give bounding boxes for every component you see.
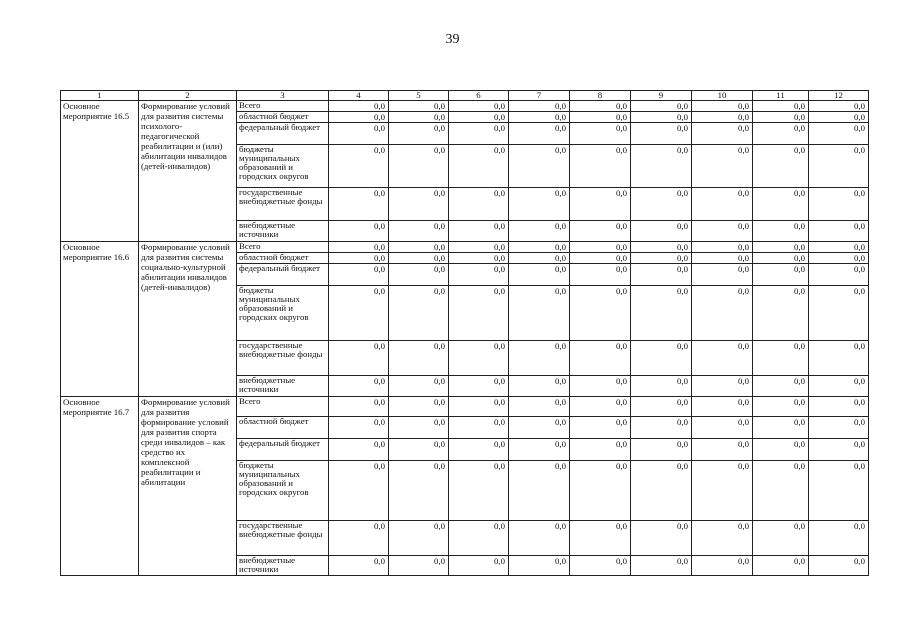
funding-value: 0,0	[809, 286, 869, 341]
funding-value: 0,0	[329, 253, 389, 264]
funding-source: бюджеты муниципальных образований и городских округов	[237, 145, 329, 188]
funding-value: 0,0	[631, 123, 692, 145]
funding-value: 0,0	[753, 397, 809, 417]
measure-description: Формирование условий для развития системы социально-культурной абилитации инвалидов (детей-инвалидов)	[139, 242, 237, 397]
funding-source: областной бюджет	[237, 417, 329, 439]
funding-value: 0,0	[692, 341, 753, 376]
funding-value: 0,0	[570, 286, 631, 341]
funding-source: внебюджетные источники	[237, 221, 329, 242]
funding-value: 0,0	[509, 417, 570, 439]
funding-value: 0,0	[753, 461, 809, 521]
funding-value: 0,0	[570, 341, 631, 376]
funding-value: 0,0	[509, 439, 570, 461]
funding-source: Всего	[237, 101, 329, 112]
funding-value: 0,0	[329, 461, 389, 521]
funding-value: 0,0	[809, 461, 869, 521]
funding-value: 0,0	[692, 145, 753, 188]
funding-source: федеральный бюджет	[237, 123, 329, 145]
funding-value: 0,0	[570, 461, 631, 521]
funding-value: 0,0	[753, 242, 809, 253]
funding-value: 0,0	[692, 264, 753, 286]
funding-value: 0,0	[570, 253, 631, 264]
funding-value: 0,0	[570, 556, 631, 576]
funding-value: 0,0	[753, 221, 809, 242]
funding-value: 0,0	[389, 112, 449, 123]
funding-value: 0,0	[449, 221, 509, 242]
funding-value: 0,0	[570, 264, 631, 286]
funding-source: областной бюджет	[237, 253, 329, 264]
funding-source: Всего	[237, 242, 329, 253]
funding-value: 0,0	[389, 556, 449, 576]
funding-value: 0,0	[570, 188, 631, 221]
funding-value: 0,0	[692, 112, 753, 123]
funding-value: 0,0	[631, 112, 692, 123]
funding-value: 0,0	[692, 397, 753, 417]
column-number-header: 10	[692, 91, 753, 101]
column-number-header: 11	[753, 91, 809, 101]
funding-value: 0,0	[509, 286, 570, 341]
funding-value: 0,0	[692, 439, 753, 461]
funding-source: внебюджетные источники	[237, 556, 329, 576]
funding-value: 0,0	[809, 112, 869, 123]
funding-value: 0,0	[449, 461, 509, 521]
funding-value: 0,0	[329, 264, 389, 286]
funding-value: 0,0	[809, 556, 869, 576]
column-number-header: 9	[631, 91, 692, 101]
funding-value: 0,0	[692, 123, 753, 145]
funding-value: 0,0	[692, 417, 753, 439]
funding-value: 0,0	[570, 376, 631, 397]
funding-value: 0,0	[449, 145, 509, 188]
funding-value: 0,0	[753, 253, 809, 264]
funding-value: 0,0	[631, 341, 692, 376]
funding-value: 0,0	[509, 112, 570, 123]
funding-value: 0,0	[449, 101, 509, 112]
funding-value: 0,0	[509, 461, 570, 521]
column-number-header: 12	[809, 91, 869, 101]
funding-value: 0,0	[631, 101, 692, 112]
funding-value: 0,0	[449, 341, 509, 376]
funding-value: 0,0	[631, 242, 692, 253]
funding-value: 0,0	[631, 461, 692, 521]
funding-source: федеральный бюджет	[237, 264, 329, 286]
funding-value: 0,0	[809, 123, 869, 145]
funding-value: 0,0	[449, 264, 509, 286]
funding-value: 0,0	[753, 341, 809, 376]
funding-value: 0,0	[570, 123, 631, 145]
funding-value: 0,0	[631, 376, 692, 397]
funding-value: 0,0	[329, 439, 389, 461]
funding-value: 0,0	[809, 188, 869, 221]
funding-value: 0,0	[389, 188, 449, 221]
funding-value: 0,0	[329, 417, 389, 439]
funding-value: 0,0	[692, 101, 753, 112]
funding-value: 0,0	[753, 145, 809, 188]
funding-value: 0,0	[570, 221, 631, 242]
funding-value: 0,0	[509, 145, 570, 188]
funding-value: 0,0	[509, 253, 570, 264]
page-number: 39	[445, 32, 460, 47]
funding-source: государственные внебюджетные фонды	[237, 188, 329, 221]
funding-value: 0,0	[809, 264, 869, 286]
column-number-header: 8	[570, 91, 631, 101]
funding-value: 0,0	[449, 376, 509, 397]
funding-value: 0,0	[753, 123, 809, 145]
funding-value: 0,0	[329, 101, 389, 112]
funding-value: 0,0	[631, 264, 692, 286]
funding-value: 0,0	[809, 439, 869, 461]
funding-value: 0,0	[389, 145, 449, 188]
funding-value: 0,0	[509, 221, 570, 242]
column-number-header: 7	[509, 91, 570, 101]
funding-value: 0,0	[329, 521, 389, 556]
funding-value: 0,0	[509, 242, 570, 253]
funding-value: 0,0	[570, 439, 631, 461]
funding-value: 0,0	[692, 461, 753, 521]
funding-value: 0,0	[809, 101, 869, 112]
funding-value: 0,0	[809, 145, 869, 188]
measure-name: Основное мероприятие 16.7	[61, 397, 139, 576]
funding-value: 0,0	[809, 253, 869, 264]
funding-value: 0,0	[449, 286, 509, 341]
funding-value: 0,0	[449, 556, 509, 576]
funding-value: 0,0	[753, 521, 809, 556]
funding-value: 0,0	[753, 376, 809, 397]
funding-value: 0,0	[449, 439, 509, 461]
funding-value: 0,0	[389, 397, 449, 417]
funding-value: 0,0	[753, 417, 809, 439]
column-number-header: 6	[449, 91, 509, 101]
funding-value: 0,0	[449, 253, 509, 264]
funding-value: 0,0	[692, 556, 753, 576]
header-row	[61, 91, 869, 101]
table-row	[61, 397, 869, 417]
funding-value: 0,0	[692, 376, 753, 397]
funding-value: 0,0	[389, 461, 449, 521]
funding-value: 0,0	[631, 253, 692, 264]
funding-value: 0,0	[570, 521, 631, 556]
funding-value: 0,0	[449, 521, 509, 556]
funding-value: 0,0	[389, 242, 449, 253]
funding-value: 0,0	[809, 397, 869, 417]
funding-value: 0,0	[692, 188, 753, 221]
funding-value: 0,0	[809, 341, 869, 376]
funding-value: 0,0	[509, 521, 570, 556]
funding-value: 0,0	[631, 439, 692, 461]
funding-value: 0,0	[449, 242, 509, 253]
funding-source: внебюджетные источники	[237, 376, 329, 397]
funding-value: 0,0	[753, 264, 809, 286]
funding-value: 0,0	[389, 521, 449, 556]
funding-value: 0,0	[329, 397, 389, 417]
funding-value: 0,0	[631, 417, 692, 439]
funding-value: 0,0	[753, 286, 809, 341]
funding-value: 0,0	[570, 242, 631, 253]
funding-value: 0,0	[631, 145, 692, 188]
funding-value: 0,0	[692, 221, 753, 242]
column-number-header: 2	[139, 91, 237, 101]
funding-value: 0,0	[329, 221, 389, 242]
funding-value: 0,0	[809, 521, 869, 556]
funding-value: 0,0	[809, 376, 869, 397]
funding-source: государственные внебюджетные фонды	[237, 341, 329, 376]
funding-value: 0,0	[449, 123, 509, 145]
funding-value: 0,0	[809, 417, 869, 439]
funding-value: 0,0	[449, 112, 509, 123]
column-number-header: 1	[61, 91, 139, 101]
funding-value: 0,0	[389, 376, 449, 397]
funding-source: государственные внебюджетные фонды	[237, 521, 329, 556]
funding-value: 0,0	[570, 112, 631, 123]
funding-value: 0,0	[570, 397, 631, 417]
funding-value: 0,0	[329, 242, 389, 253]
funding-value: 0,0	[809, 221, 869, 242]
funding-source: бюджеты муниципальных образований и городских округов	[237, 461, 329, 521]
funding-value: 0,0	[389, 286, 449, 341]
funding-value: 0,0	[753, 188, 809, 221]
table-row	[61, 242, 869, 253]
funding-value: 0,0	[753, 439, 809, 461]
funding-value: 0,0	[389, 101, 449, 112]
measure-name: Основное мероприятие 16.6	[61, 242, 139, 397]
table-row	[61, 101, 869, 112]
funding-value: 0,0	[389, 221, 449, 242]
funding-value: 0,0	[631, 397, 692, 417]
funding-value: 0,0	[631, 521, 692, 556]
funding-value: 0,0	[329, 145, 389, 188]
funding-value: 0,0	[809, 242, 869, 253]
funding-value: 0,0	[692, 242, 753, 253]
funding-value: 0,0	[329, 123, 389, 145]
funding-value: 0,0	[389, 439, 449, 461]
funding-value: 0,0	[509, 556, 570, 576]
funding-value: 0,0	[509, 397, 570, 417]
funding-value: 0,0	[570, 417, 631, 439]
funding-value: 0,0	[329, 286, 389, 341]
funding-value: 0,0	[631, 221, 692, 242]
funding-value: 0,0	[329, 341, 389, 376]
column-number-header: 3	[237, 91, 329, 101]
funding-value: 0,0	[509, 123, 570, 145]
funding-source: областной бюджет	[237, 112, 329, 123]
funding-source: Всего	[237, 397, 329, 417]
measure-description: Формирование условий для развития системы психолого-педагогической реабилитации и (или) абилитации инвалидов (детей-инвалидов)	[139, 101, 237, 242]
funding-source: федеральный бюджет	[237, 439, 329, 461]
funding-value: 0,0	[631, 556, 692, 576]
funding-value: 0,0	[389, 341, 449, 376]
funding-table	[60, 90, 869, 576]
funding-value: 0,0	[692, 286, 753, 341]
funding-value: 0,0	[389, 417, 449, 439]
funding-value: 0,0	[753, 101, 809, 112]
funding-value: 0,0	[692, 253, 753, 264]
funding-value: 0,0	[329, 188, 389, 221]
funding-value: 0,0	[509, 376, 570, 397]
funding-value: 0,0	[329, 376, 389, 397]
funding-value: 0,0	[389, 264, 449, 286]
funding-value: 0,0	[449, 397, 509, 417]
measure-name: Основное мероприятие 16.5	[61, 101, 139, 242]
funding-source: бюджеты муниципальных образований и городских округов	[237, 286, 329, 341]
funding-value: 0,0	[449, 417, 509, 439]
funding-value: 0,0	[509, 101, 570, 112]
funding-value: 0,0	[570, 145, 631, 188]
column-number-header: 5	[389, 91, 449, 101]
funding-value: 0,0	[389, 253, 449, 264]
funding-value: 0,0	[570, 101, 631, 112]
measure-description: Формирование условий для развития формирование условий для развития спорта среди инвалидов – как средство их комплексной реабилитации и абилитации	[139, 397, 237, 576]
funding-value: 0,0	[692, 521, 753, 556]
funding-value: 0,0	[631, 188, 692, 221]
funding-value: 0,0	[753, 112, 809, 123]
funding-value: 0,0	[509, 188, 570, 221]
funding-value: 0,0	[509, 341, 570, 376]
funding-value: 0,0	[449, 188, 509, 221]
funding-value: 0,0	[753, 556, 809, 576]
funding-value: 0,0	[389, 123, 449, 145]
column-number-header: 4	[329, 91, 389, 101]
funding-value: 0,0	[329, 556, 389, 576]
funding-value: 0,0	[631, 286, 692, 341]
funding-value: 0,0	[329, 112, 389, 123]
funding-value: 0,0	[509, 264, 570, 286]
